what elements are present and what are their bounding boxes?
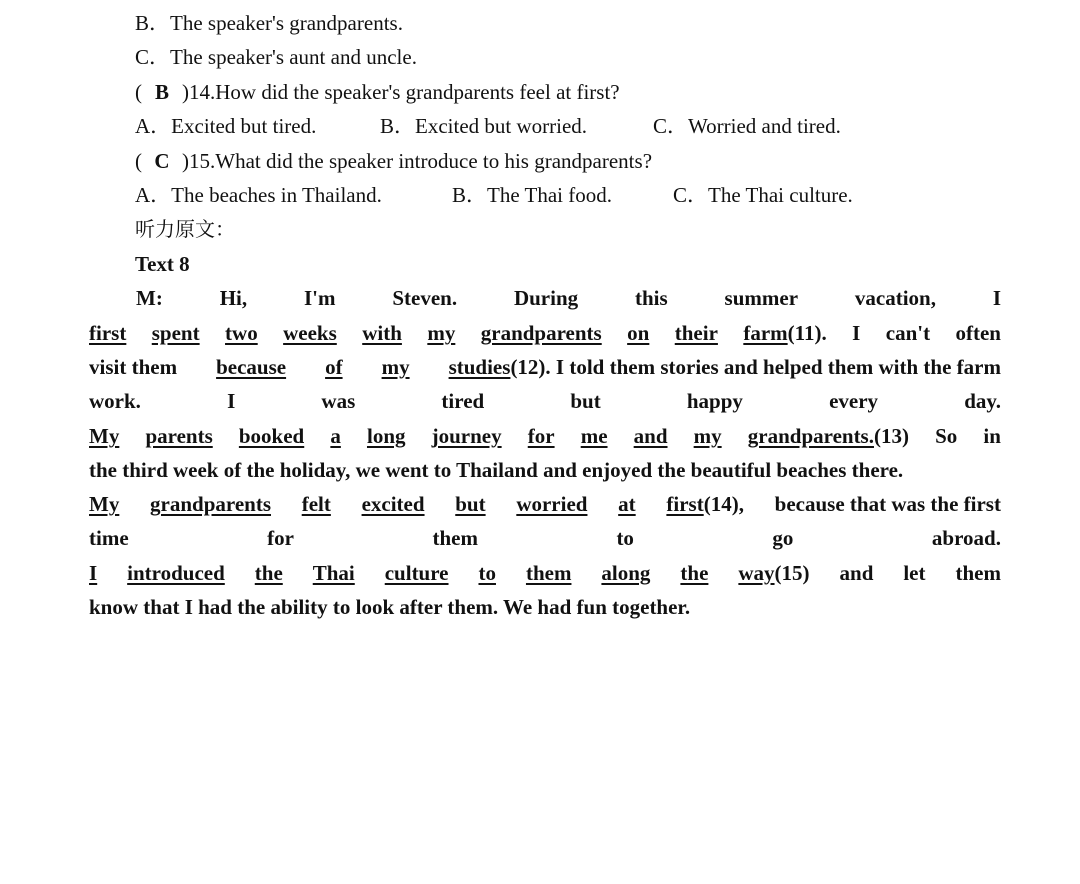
transcript-word (964, 388, 1001, 414)
transcript-word (514, 285, 578, 311)
q14-option-a: A．Excited but tired. (135, 114, 317, 138)
transcript-word (330, 423, 341, 449)
underlined-answer-word: on (627, 321, 650, 345)
underlined-answer-word: studies (448, 355, 511, 379)
transcript-word (89, 560, 97, 586)
underlined-answer-word: their (674, 321, 718, 345)
transcript-word (855, 285, 936, 311)
transcript-word (748, 423, 909, 449)
transcript-word (385, 560, 449, 586)
transcript-word-suffix: (15) (774, 561, 810, 585)
underlined-answer-word: excited (361, 492, 425, 516)
transcript-word (432, 423, 502, 449)
transcript-word (89, 388, 141, 414)
transcript-word (89, 491, 119, 517)
transcript-word (725, 285, 798, 311)
transcript-line (89, 354, 1001, 380)
transcript-word (635, 285, 668, 311)
transcript-word (313, 560, 355, 586)
transcript-word (627, 320, 649, 346)
transcript-word (255, 560, 283, 586)
transcript-word-text: So (935, 424, 958, 448)
transcript-word-text: was (321, 389, 356, 413)
transcript-word-text: During (513, 286, 579, 310)
underlined-answer-word: them (525, 561, 572, 585)
transcript-line (89, 491, 1001, 517)
transcript-word (127, 560, 225, 586)
transcript-line (89, 457, 1001, 483)
underlined-answer-word: journey (431, 424, 502, 448)
underlined-answer-word: My (89, 492, 120, 516)
transcript-word (267, 525, 294, 551)
underlined-answer-word: weeks (283, 321, 337, 345)
transcript-word (743, 320, 826, 346)
underlined-answer-word: Thai (312, 561, 355, 585)
transcript-line (89, 525, 1001, 551)
transcript-word (618, 491, 636, 517)
transcript-word (829, 388, 878, 414)
transcript-word-text: happy (686, 389, 743, 413)
transcript-word (772, 525, 793, 551)
transcript-word (516, 491, 587, 517)
transcript-word (304, 285, 336, 311)
transcript-word (283, 320, 337, 346)
q15-open-paren: ( (135, 149, 142, 173)
transcript-word (694, 423, 722, 449)
q14-option-c: C．Worried and tired. (653, 114, 841, 138)
underlined-answer-word: the (680, 561, 709, 585)
underlined-answer-word: spent (151, 321, 200, 345)
transcript-word (432, 525, 478, 551)
transcript-word (840, 560, 874, 586)
transcript-word-text: summer (724, 286, 799, 310)
transcript-word (666, 491, 744, 517)
underlined-answer-word: way (738, 561, 775, 585)
transcript-word-text: because that was the first (774, 492, 1001, 516)
transcript-line (89, 560, 1001, 586)
transcript-line (136, 285, 1001, 311)
underlined-answer-word: worried (516, 492, 588, 516)
transcript-word (367, 423, 406, 449)
transcript-word (570, 388, 600, 414)
transcript-word (89, 320, 126, 346)
transcript-word (321, 388, 355, 414)
underlined-answer-word: me (580, 424, 608, 448)
transcript-word (362, 491, 425, 517)
transcript-word-text: every (829, 389, 879, 413)
underlined-answer-word: with (362, 321, 402, 345)
transcript-word-text: Hi, (219, 286, 248, 310)
q15-question-line (135, 148, 652, 174)
transcript-word (152, 320, 200, 346)
transcript-word (675, 320, 718, 346)
transcript-word-text: the third week of the holiday, we went to Thailand and enjoyed the beautiful beaches there. (89, 458, 904, 482)
q15-answer: C (154, 149, 170, 173)
transcript-line (89, 594, 1001, 620)
transcript-word-text: this (634, 286, 668, 310)
transcript-word-suffix: (13) (873, 424, 909, 448)
transcript-word (216, 354, 286, 380)
transcript-word-text: M: (136, 286, 163, 310)
transcript-word-text: know that I had the ability to look after them. We had fun together. (89, 595, 691, 619)
transcript-word (302, 491, 331, 517)
transcript-word-text: in (983, 424, 1001, 448)
underlined-answer-word: my (427, 321, 456, 345)
underlined-answer-word: two (225, 321, 258, 345)
transcript-title: Text 8 (135, 252, 190, 276)
transcript-word (903, 560, 925, 586)
transcript-word-text: visit them (89, 355, 178, 379)
underlined-answer-word: grandparents. (747, 424, 874, 448)
transcript-word-suffix: (12). I told them stories and helped them with the farm (510, 355, 1001, 379)
underlined-answer-word: culture (384, 561, 449, 585)
transcript-word (145, 423, 212, 449)
transcript-word (616, 525, 634, 551)
q15-option-c: C．The Thai culture. (673, 183, 853, 207)
underlined-answer-word: because (216, 355, 287, 379)
transcript-word (89, 525, 129, 551)
q14-answer: B (154, 80, 169, 104)
transcript-word (227, 388, 235, 414)
q13-option-b: B．The speaker's grandparents. (135, 11, 403, 35)
underlined-answer-word: of (325, 355, 343, 379)
transcript-word (89, 423, 119, 449)
transcript-word (89, 457, 903, 483)
transcript-word (427, 320, 455, 346)
transcript-word-text: I (992, 286, 1001, 310)
transcript-word-text: work. (89, 389, 141, 413)
transcript-word (89, 594, 690, 620)
underlined-answer-word: I (89, 561, 98, 585)
underlined-answer-word: long (366, 424, 406, 448)
transcript-word (932, 525, 1001, 551)
transcript-word-suffix: (14), (703, 492, 744, 516)
transcript-word (382, 354, 410, 380)
transcript-word-text: let (903, 561, 926, 585)
transcript-word-text: abroad. (931, 526, 1001, 550)
underlined-answer-word: the (254, 561, 283, 585)
transcript-word (886, 320, 930, 346)
underlined-answer-word: introduced (127, 561, 225, 585)
transcript-word-text: often (955, 321, 1001, 345)
underlined-answer-word: grandparents (150, 492, 271, 516)
transcript-word (852, 320, 860, 346)
underlined-answer-word: to (478, 561, 496, 585)
underlined-answer-word: My (89, 424, 120, 448)
transcript-word (478, 560, 496, 586)
transcript-word (150, 491, 271, 517)
transcript-word (738, 560, 809, 586)
transcript-word (392, 285, 457, 311)
underlined-answer-word: for (527, 424, 555, 448)
transcript-word (955, 560, 1001, 586)
transcript-word (362, 320, 402, 346)
transcript-word-text: vacation, (854, 286, 936, 310)
transcript-word (455, 491, 485, 517)
q15-option-b: B．The Thai food. (452, 183, 613, 207)
transcript-word (634, 423, 668, 449)
underlined-answer-word: felt (301, 492, 331, 516)
transcript-word (89, 354, 177, 380)
transcript-word (993, 285, 1001, 311)
transcript-word (775, 491, 1001, 517)
underlined-answer-word: but (455, 492, 486, 516)
transcript-word (220, 285, 247, 311)
q14-open-paren: ( (135, 80, 142, 104)
transcript-word-text: but (570, 389, 601, 413)
transcript-word-text: I'm (303, 286, 336, 310)
transcript-word-text: go (772, 526, 794, 550)
underlined-answer-word: my (693, 424, 722, 448)
underlined-answer-word: booked (238, 424, 305, 448)
transcript-line (89, 388, 1001, 414)
transcript-word (601, 560, 650, 586)
transcript-word-text: I (227, 389, 236, 413)
transcript-word-text: tired (441, 389, 485, 413)
q13-option-c: C．The speaker's aunt and uncle. (135, 45, 417, 69)
transcript-word-text: to (616, 526, 634, 550)
q14-question: )14.How did the speaker's grandparents feel at first? (182, 80, 620, 104)
transcript-word-text: them (955, 561, 1001, 585)
transcript-word (239, 423, 304, 449)
underlined-answer-word: and (633, 424, 668, 448)
underlined-answer-word: first (89, 321, 127, 345)
transcript-word-text: and (839, 561, 874, 585)
transcript-line (89, 423, 1001, 449)
transcript-word-text: them (432, 526, 478, 550)
underlined-answer-word: farm (743, 321, 788, 345)
transcript-heading: 听力原文： (135, 217, 235, 241)
transcript-word (581, 423, 608, 449)
underlined-answer-word: a (330, 424, 341, 448)
underlined-answer-word: first (666, 492, 704, 516)
transcript-word (225, 320, 258, 346)
underlined-answer-word: grandparents (480, 321, 602, 345)
transcript-word-text: time (89, 526, 129, 550)
transcript-word (526, 560, 572, 586)
underlined-answer-word: my (381, 355, 410, 379)
transcript-word-text: day. (964, 389, 1001, 413)
q15-question: )15.What did the speaker introduce to his grandparents? (182, 149, 653, 173)
transcript-word-text: for (267, 526, 294, 550)
transcript-word (325, 354, 343, 380)
transcript-word (441, 388, 484, 414)
q14-option-b: B．Excited but worried. (380, 114, 588, 138)
transcript-word (687, 388, 743, 414)
transcript-word (136, 285, 163, 311)
q14-question-line (135, 79, 620, 105)
q15-option-a: A．The beaches in Thailand. (135, 183, 382, 207)
transcript-word (449, 354, 1001, 380)
underlined-answer-word: at (618, 492, 636, 516)
transcript-word-text: Steven. (392, 286, 458, 310)
underlined-answer-word: parents (145, 424, 213, 448)
underlined-answer-word: along (601, 561, 651, 585)
transcript-word (983, 423, 1001, 449)
transcript-word-suffix: (11). (787, 321, 827, 345)
transcript-word (680, 560, 708, 586)
transcript-word (935, 423, 957, 449)
transcript-word (481, 320, 602, 346)
transcript-word-text: I (852, 321, 861, 345)
transcript-word-text: can't (885, 321, 931, 345)
transcript-word (956, 320, 1002, 346)
transcript-line (89, 320, 1001, 346)
transcript-word (528, 423, 555, 449)
